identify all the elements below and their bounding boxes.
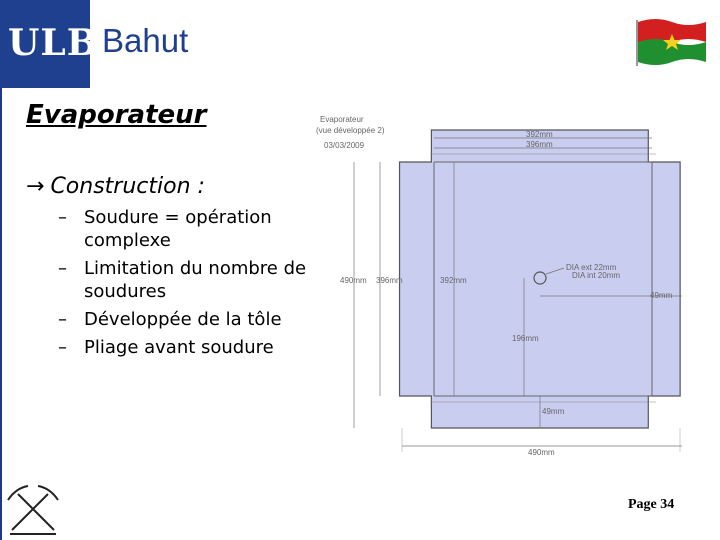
dim-label: 490mm [528, 448, 555, 457]
slide-title: Evaporateur [26, 100, 207, 130]
crossed-hammers-icon [2, 478, 64, 540]
logo-text: ULB [8, 22, 99, 64]
bullet-dash: – [58, 337, 67, 358]
header-title: Bahut [102, 22, 189, 59]
hole-label: DIA int 20mm [572, 271, 621, 280]
dim-label: 49mm [542, 407, 565, 416]
dim-label: 196mm [512, 334, 539, 343]
burkina-faso-flag-icon [636, 16, 708, 68]
dim-label: 396mm [376, 276, 403, 285]
bullet-item [58, 257, 308, 303]
bullet-item [58, 308, 308, 331]
bullet-text: Pliage avant soudure [84, 337, 274, 358]
drawing-caption-date: 03/03/2009 [324, 141, 365, 150]
dim-label: 392mm [526, 130, 553, 139]
dim-label: 490mm [340, 276, 367, 285]
page-number: Page 34 [628, 497, 675, 512]
bullet-dash: – [58, 258, 67, 279]
drawing-caption-1: Evaporateur [320, 115, 364, 124]
technical-drawing [310, 110, 682, 462]
bullet-item [58, 336, 308, 359]
dim-label: 396mm [526, 140, 553, 149]
bullet-dash: – [58, 207, 67, 228]
bullet-text: Limitation du nombre de soudures [84, 258, 307, 302]
dim-label: 49mm [650, 291, 673, 300]
hole-label: DIA ext 22mm [566, 263, 617, 272]
bullet-dash: – [58, 309, 67, 330]
lead-text: Construction : [50, 174, 205, 199]
drawing-caption-2: (vue développée 2) [316, 126, 385, 135]
ulb-logo [0, 0, 99, 88]
bullet-list [58, 206, 308, 364]
bullet-text: Soudure = opération complexe [84, 207, 272, 251]
bullet-item [58, 206, 308, 252]
arrow-icon: → [26, 174, 45, 199]
lead-line [26, 174, 205, 199]
dim-label: 392mm [440, 276, 467, 285]
bullet-text: Développée de la tôle [84, 309, 282, 330]
